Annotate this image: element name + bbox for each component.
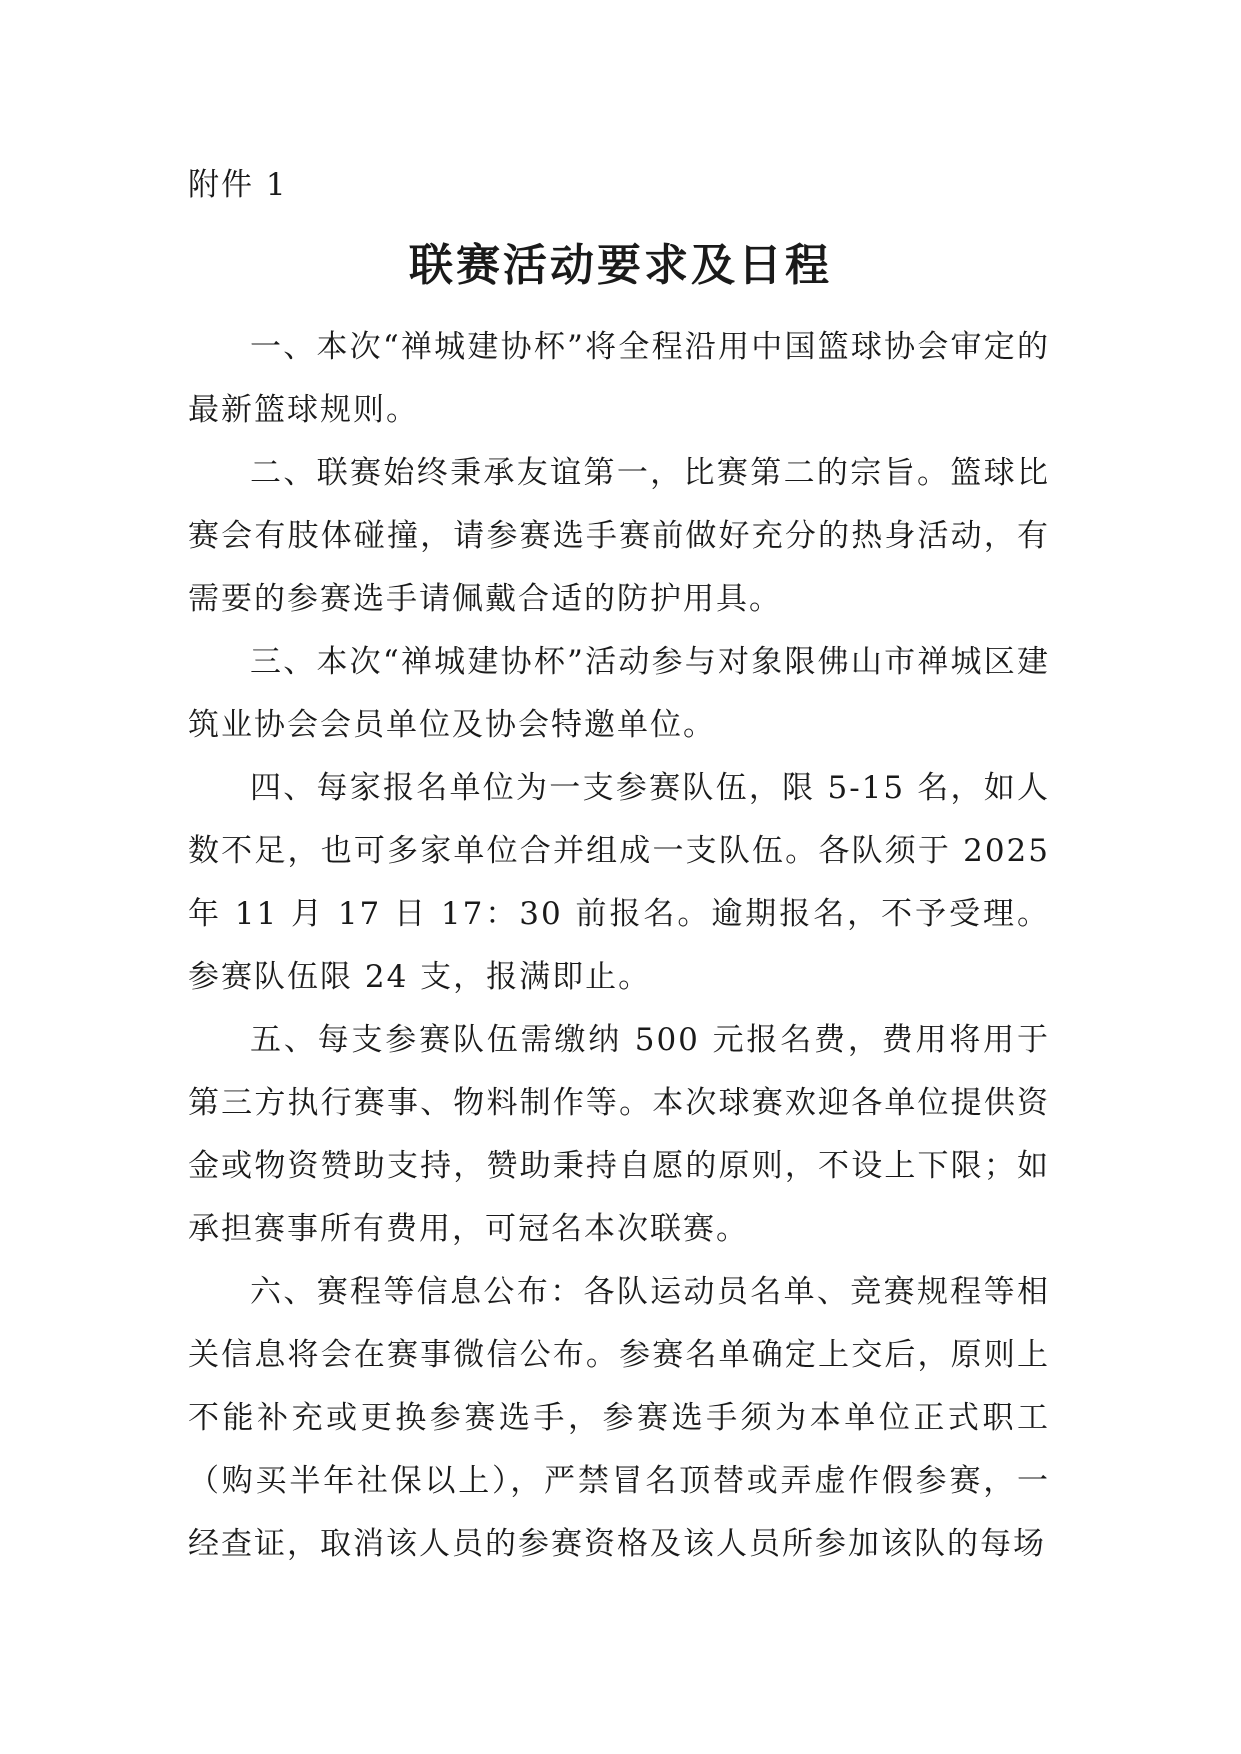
paragraph-fees-sponsorship: 五、每支参赛队伍需缴纳 500 元报名费，费用将用于第三方执行赛事、物料制作等。本次球赛欢迎各单位提供资金或物资赞助支持，赞助秉持自愿的原则，不设上下限；如承担赛事所有费用，可冠名本次联赛。 bbox=[188, 1022, 1050, 1247]
attachment-label: 附件 1 bbox=[188, 167, 288, 203]
paragraph-schedule-info: 六、赛程等信息公布：各队运动员名单、竞赛规程等相关信息将会在赛事微信公布。参赛名单确定上交后，原则上不能补充或更换参赛选手，参赛选手须为本单位正式职工（购买半年社保以上），严禁冒名顶替或弄虚作假参赛，一经查证，取消该人员的参赛资格及该人员所参加该队的每场 bbox=[188, 1274, 1050, 1562]
document-body bbox=[188, 316, 1050, 1576]
paragraph-rules: 一、本次“禅城建协杯”将全程沿用中国篮球协会审定的最新篮球规则。 bbox=[188, 329, 1050, 428]
document-title: 联赛活动要求及日程 bbox=[409, 240, 832, 291]
paragraph-registration: 四、每家报名单位为一支参赛队伍，限 5-15 名，如人数不足，也可多家单位合并组成一支队伍。各队须于 2025 年 11 月 17 日 17：30 前报名。逾期报名，不予受理。参赛队伍限 24 支，报满即止。 bbox=[188, 770, 1050, 995]
paragraph-participants: 三、本次“禅城建协杯”活动参与对象限佛山市禅城区建筑业协会会员单位及协会特邀单位。 bbox=[188, 644, 1050, 743]
paragraph-spirit-safety: 二、联赛始终秉承友谊第一，比赛第二的宗旨。篮球比赛会有肢体碰撞，请参赛选手赛前做好充分的热身活动，有需要的参赛选手请佩戴合适的防护用具。 bbox=[188, 455, 1050, 617]
